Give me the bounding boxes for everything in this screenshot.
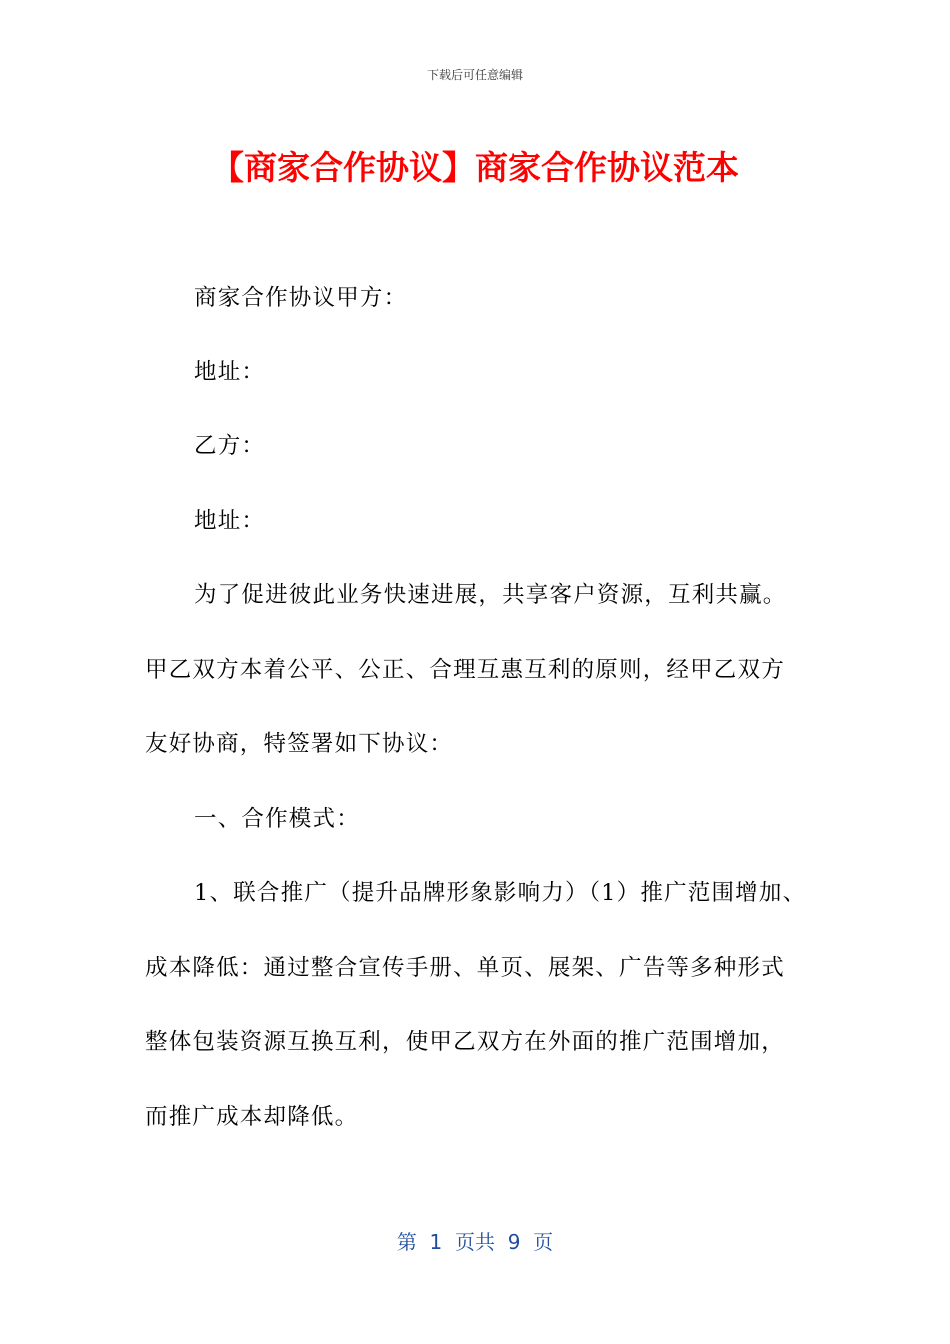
party-a-address-line: 地址：	[194, 359, 266, 385]
page-header-note: 下载后可任意编辑	[426, 68, 523, 82]
paragraph-line: 1、联合推广（提升品牌形象影响力）（1）推广范围增加、	[194, 880, 807, 906]
paragraph-line: 甲乙双方本着公平、公正、合理互惠互利的原则，经甲乙双方	[145, 657, 785, 683]
page-number-footer: 第 1 页共 9 页	[396, 1230, 554, 1254]
section-heading: 一、合作模式：	[194, 806, 360, 832]
document-title: 【商家合作协议】商家合作协议范本	[211, 148, 739, 187]
party-b-line: 乙方：	[194, 433, 266, 459]
paragraph-line: 而推广成本却降低。	[145, 1104, 359, 1130]
paragraph-line: 为了促进彼此业务快速进展，共享客户资源，互利共赢。	[194, 582, 787, 608]
paragraph-line: 友好协商，特签署如下协议：	[145, 731, 454, 757]
party-b-address-line: 地址：	[194, 508, 266, 534]
paragraph-line: 成本降低：通过整合宣传手册、单页、展架、广告等多种形式	[145, 955, 785, 981]
paragraph-line: 整体包装资源互换互利，使甲乙双方在外面的推广范围增加，	[145, 1029, 785, 1055]
party-a-line: 商家合作协议甲方：	[194, 285, 408, 311]
